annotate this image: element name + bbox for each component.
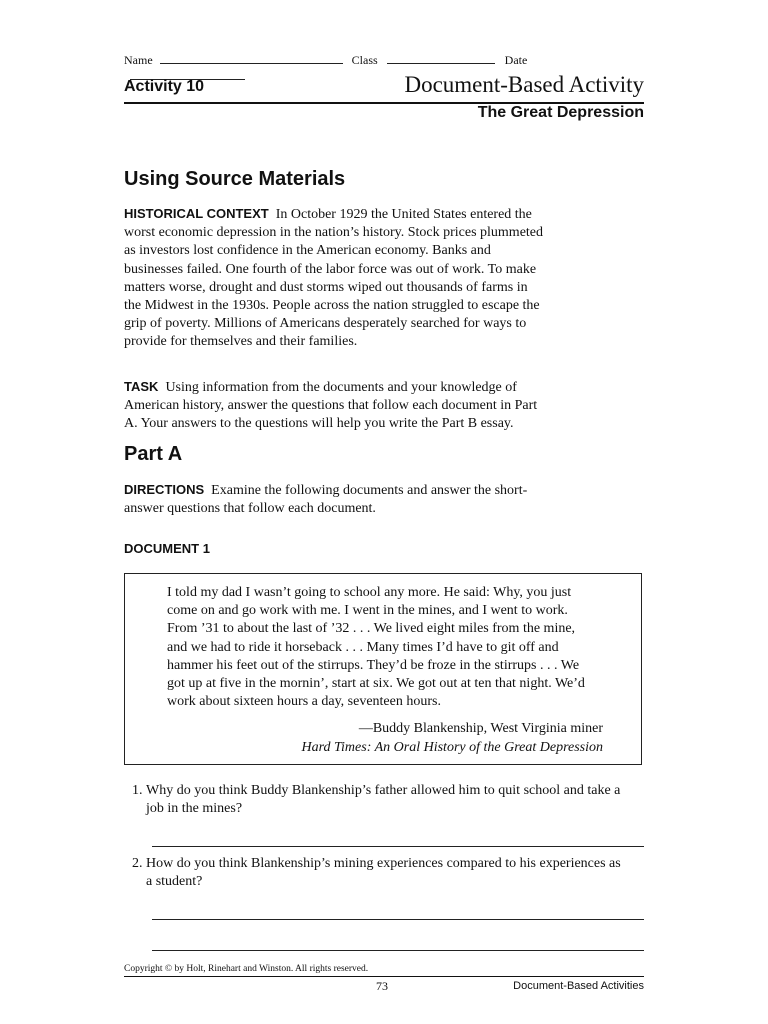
document-quote (167, 584, 599, 711)
context-line: businesses failed. One fourth of the labor force was out of work. To make (124, 261, 537, 277)
quote-line: From ’31 to about the last of ’32 . . . We lived eight miles from the mine, (167, 621, 576, 637)
task (124, 378, 564, 434)
context-line: In October 1929 the United States entered the (275, 207, 532, 222)
copyright-notice: Copyright © by Holt, Rinehart and Winston. All rights reserved. (124, 964, 369, 974)
quote-line: come on and go work with me. I went in the mines, and I went to work. (167, 603, 568, 619)
document-label: DOCUMENT 1 (124, 541, 210, 556)
directions-line: Examine the following documents and answer the short- (211, 483, 528, 498)
class-label: Class (351, 53, 378, 67)
historical-context-lead: HISTORICAL CONTEXT (124, 206, 269, 221)
context-line: grip of poverty. Millions of Americans desperately searched for ways to (124, 316, 527, 332)
directions (124, 481, 564, 518)
question-line: Why do you think Buddy Blankenship’s father allowed him to quit school and take a (146, 783, 621, 798)
context-line: worst economic depression in the nation’s history. Stock prices plummeted (124, 225, 544, 241)
question-line: How do you think Blankenship’s mining experiences compared to his experiences as (146, 856, 621, 871)
quote-line: work about sixteen hours a day, seventeen hours. (167, 694, 441, 710)
quote-line: got up at five in the mornin’, start at six. We got out at ten that night. We’d (167, 676, 585, 692)
task-line: A. Your answers to the questions will help you write the Part B essay. (124, 416, 514, 432)
footer-divider (124, 976, 644, 977)
task-line: American history, answer the questions that follow each document in Part (124, 398, 538, 414)
part-a-title: Part A (124, 443, 183, 465)
date-label: Date (504, 53, 528, 67)
task-lead: TASK (124, 379, 159, 394)
directions-lead: DIRECTIONS (124, 482, 205, 497)
context-line: as investors lost confidence in the American economy. Banks and (124, 243, 491, 259)
context-line: provide for themselves and their families. (124, 334, 358, 350)
document-attribution (301, 720, 603, 757)
class-field[interactable] (387, 52, 495, 64)
subject-title: The Great Depression (477, 104, 644, 121)
answer-line-2a[interactable] (152, 919, 644, 920)
activity-type: Document-Based Activity (404, 72, 644, 97)
question-text (146, 782, 644, 818)
activity-header (124, 72, 644, 104)
question-2 (132, 855, 644, 891)
name-label: Name (124, 53, 153, 67)
section-title: Using Source Materials (124, 168, 346, 190)
quote-line: and we had to ride it horseback . . . Many times I’d have to git off and (167, 639, 559, 655)
historical-context (124, 205, 564, 352)
attribution-author: —Buddy Blankenship, West Virginia miner (358, 721, 603, 736)
attribution-source: Hard Times: An Oral History of the Great Depression (301, 739, 603, 755)
question-line: a student? (146, 874, 203, 890)
quote-line: I told my dad I wasn’t going to school any more. He said: Why, you just (167, 585, 572, 600)
book-title: Document-Based Activities (513, 980, 644, 992)
answer-line-2b[interactable] (152, 950, 644, 951)
answer-line-1[interactable] (152, 846, 644, 847)
name-field[interactable] (160, 52, 343, 64)
page-number: 73 (376, 979, 388, 993)
context-line: the Midwest in the 1930s. People across the nation struggled to escape the (124, 298, 540, 314)
question-line: job in the mines? (146, 801, 243, 817)
document-box (124, 573, 642, 765)
quote-line: hammer his feet out of the stirrups. They’d be froze in the stirrups . . . We (167, 657, 580, 673)
directions-line: answer questions that follow each document. (124, 501, 376, 517)
activity-number: Activity 10 (124, 78, 205, 95)
question-text (146, 855, 644, 891)
question-number: 1. (132, 783, 143, 798)
task-line: Using information from the documents and your knowledge of (165, 380, 517, 395)
question-1 (132, 782, 644, 818)
question-number: 2. (132, 856, 143, 871)
context-line: matters worse, drought and dust storms wiped out thousands of farms in (124, 279, 528, 295)
